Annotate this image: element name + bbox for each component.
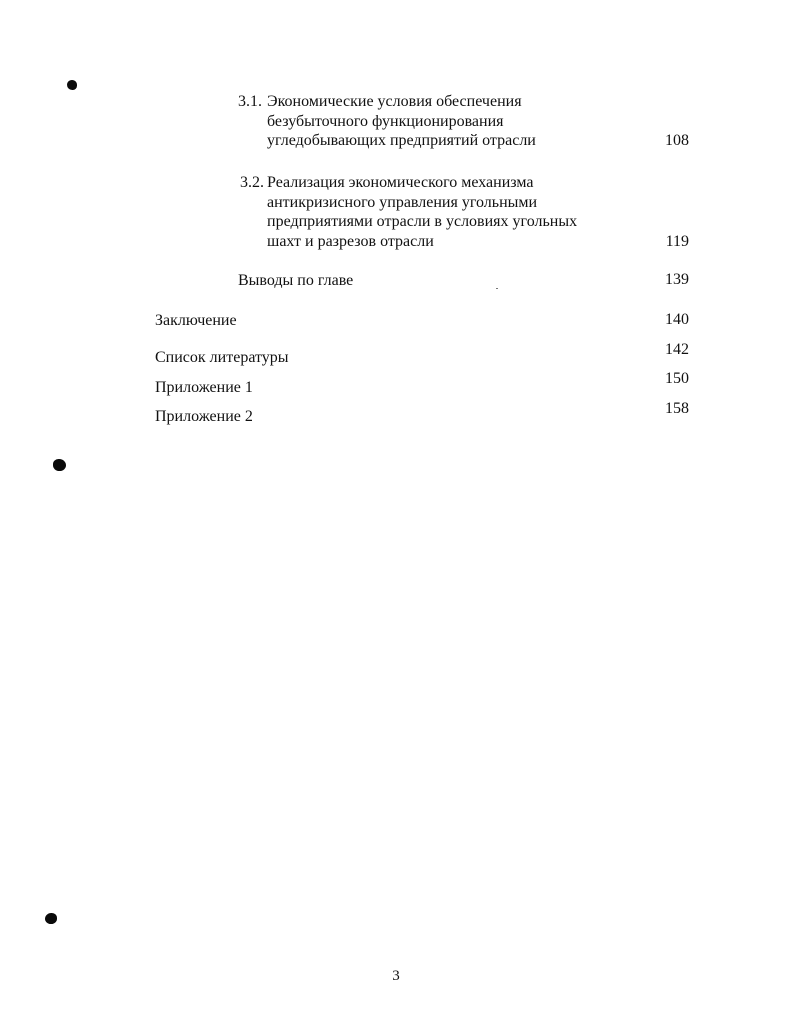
toc-entry-label: Заключение [155, 312, 237, 329]
toc-entry-label: Приложение 2 [155, 408, 253, 425]
toc-entry-title-line: угледобывающих предприятий отрасли [267, 132, 536, 149]
toc-entry-number: 3.1. [238, 93, 262, 110]
toc-page-number: 139 [665, 271, 689, 288]
toc-page-number: 140 [665, 311, 689, 328]
toc-entry-title-line: предприятиями отрасли в условиях угольных [267, 213, 578, 230]
toc-page-number: 150 [665, 370, 689, 387]
toc-page-number: 158 [665, 400, 689, 417]
page-number: 3 [392, 968, 400, 984]
toc-page-number: 108 [665, 132, 689, 149]
toc-page-number: 119 [665, 233, 689, 250]
punch-hole-mark-top [67, 80, 77, 90]
toc-page-number: 142 [665, 341, 689, 358]
toc-entry-label: Выводы по главе [238, 272, 354, 289]
toc-entry-title-line: безубыточного функционирования [267, 113, 504, 130]
toc-entry-number: 3.2. [240, 174, 264, 191]
toc-entry-title-line: Экономические условия обеспечения [267, 93, 522, 110]
punch-hole-mark-bottom [45, 913, 57, 924]
toc-entry-title-line: антикризисного управления угольными [267, 194, 538, 211]
toc-entry-title-line: Реализация экономического механизма [267, 174, 534, 191]
toc-entry-label: Список литературы [155, 349, 289, 366]
toc-entry-label: Приложение 1 [155, 379, 253, 396]
scan-speck [496, 288, 498, 289]
toc-entry-title-line: шахт и разрезов отрасли [267, 233, 434, 250]
punch-hole-mark-middle [53, 459, 66, 471]
